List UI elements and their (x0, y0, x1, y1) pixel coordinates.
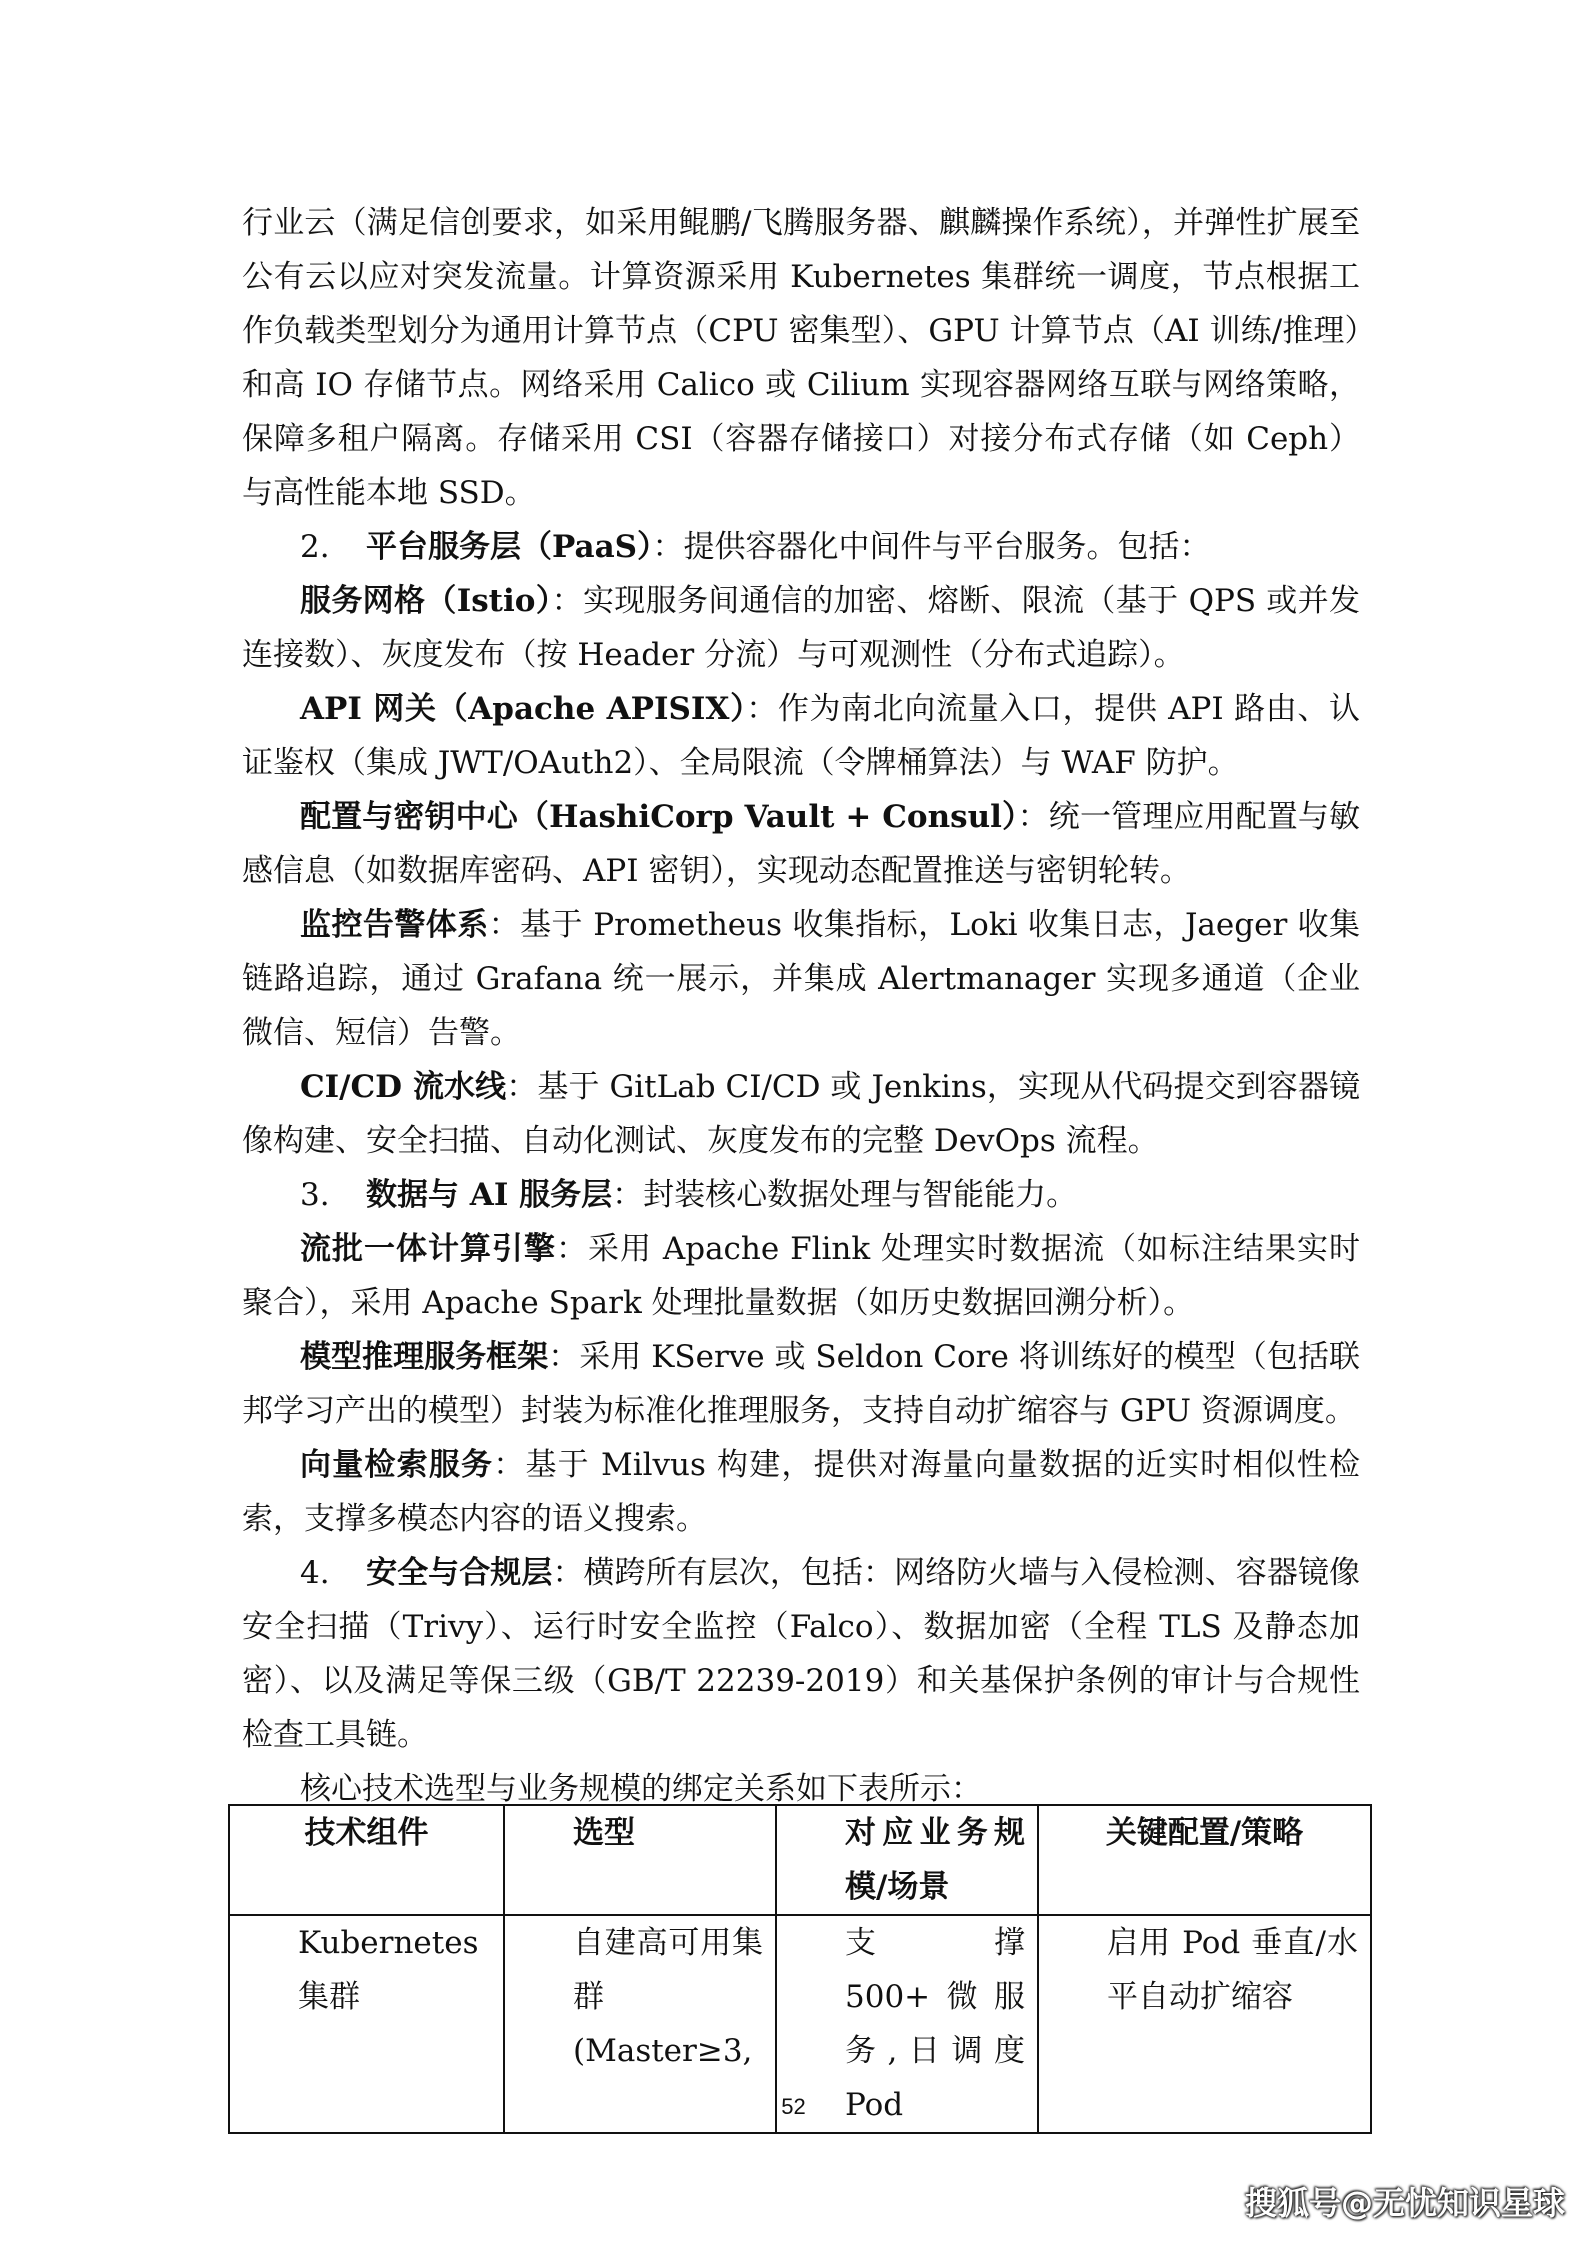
vector-search-text: ：基于 Milvus 构建，提供对海量向量数据的近实时相似性检索，支撑多模态内容的语义搜索。 (242, 1447, 1360, 1537)
paragraph-cicd (242, 1060, 1360, 1168)
service-mesh-title: 服务网格（Istio） (300, 583, 552, 619)
monitoring-title: 监控告警体系 (300, 907, 489, 943)
paragraph-monitoring (242, 898, 1360, 1060)
cicd-title: CI/CD 流水线 (300, 1069, 507, 1105)
paragraph-api-gateway (242, 682, 1360, 790)
table-cell: Kubernetes 集群 (229, 1915, 504, 2133)
stream-batch-text: ：采用 Apache Flink 处理实时数据流（如标注结果实时聚合），采用 Apache Spark 处理批量数据（如历史数据回溯分析）。 (242, 1231, 1361, 1321)
model-serving-title: 模型推理服务框架 (300, 1339, 549, 1375)
section-4-title: 安全与合规层 (366, 1555, 553, 1591)
paragraph-config-center (242, 790, 1360, 898)
paragraph-model-serving (242, 1330, 1360, 1438)
api-gateway-title: API 网关（Apache APISIX） (300, 691, 747, 727)
stream-batch-title: 流批一体计算引擎 (300, 1231, 556, 1267)
table-cell: 自建高可用集群(Master≥3, (504, 1915, 776, 2133)
paragraph-stream-batch (242, 1222, 1360, 1330)
section-3-text: ：封装核心数据处理与智能能力。 (612, 1177, 1078, 1213)
section-3-number: 3. (300, 1177, 330, 1213)
vector-search-title: 向量检索服务 (300, 1447, 494, 1483)
paragraph-vector-search (242, 1438, 1360, 1546)
table-header-cell: 选型 (504, 1805, 776, 1915)
table-header-cell: 对应业务规模/场景 (776, 1805, 1038, 1915)
section-2-number: 2. (300, 529, 330, 565)
table-header-cell: 关键配置/策略 (1038, 1805, 1371, 1915)
config-center-text: ：统一管理应用配置与敏感信息（如数据库密码、API 密钥），实现动态配置推送与密钥轮转。 (242, 799, 1361, 889)
page-number: 52 (781, 2094, 806, 2119)
body-text (242, 196, 1360, 1816)
table-intro: 核心技术选型与业务规模的绑定关系如下表所示： (300, 1771, 982, 1807)
table-header-cell: 技术组件 (229, 1805, 504, 1915)
cicd-text: ：基于 GitLab CI/CD 或 Jenkins，实现从代码提交到容器镜像构建、安全扫描、自动化测试、灰度发布的完整 DevOps 流程。 (242, 1069, 1360, 1159)
table-header-row (229, 1805, 1371, 1915)
model-serving-text: ：采用 KServe 或 Seldon Core 将训练好的模型（包括联邦学习产出的模型）封装为标准化推理服务，支持自动扩缩容与 GPU 资源调度。 (242, 1339, 1360, 1429)
watermark: 搜狐号@无忧知识星球 (1244, 2184, 1565, 2222)
section-2-title: 平台服务层（PaaS） (366, 529, 653, 565)
section-4-number: 4. (300, 1555, 330, 1591)
section-4-text: ：横跨所有层次，包括：网络防火墙与入侵检测、容器镜像安全扫描（Trivy）、运行时安全监控（Falco）、数据加密（全程 TLS 及静态加密）、以及满足等保三级（GB/T 22239-2019）和关基保护条例的审计与合规性检查工具链。 (242, 1555, 1360, 1753)
section-3-heading (242, 1168, 1360, 1222)
section-4-heading (242, 1546, 1360, 1762)
api-gateway-text: ：作为南北向流量入口，提供 API 路由、认证鉴权（集成 JWT/OAuth2）、全局限流（令牌桶算法）与 WAF 防护。 (242, 691, 1360, 781)
table-cell: 支撑 500+微服务,日调度 Pod (776, 1915, 1038, 2133)
paragraph-service-mesh (242, 574, 1360, 682)
section-3-title: 数据与 AI 服务层 (366, 1177, 613, 1213)
monitoring-text: ：基于 Prometheus 收集指标，Loki 收集日志，Jaeger 收集链路追踪，通过 Grafana 统一展示，并集成 Alertmanager 实现多通道（企业微信、短信）告警。 (242, 907, 1361, 1051)
tech-selection-table (228, 1804, 1372, 2134)
config-center-title: 配置与密钥中心（HashiCorp Vault + Consul） (300, 799, 1018, 835)
paragraph-infrastructure: 行业云（满足信创要求，如采用鲲鹏/飞腾服务器、麒麟操作系统），并弹性扩展至公有云以应对突发流量。计算资源采用 Kubernetes 集群统一调度，节点根据工作负载类型划分为通用计算节点（CPU 密集型）、GPU 计算节点（AI 训练/推理）和高 IO 存储节点。网络采用 Calico 或 Cilium 实现容器网络互联与网络策略，保障多租户隔离。存储采用 CSI（容器存储接口）对接分布式存储（如 Ceph）与高性能本地 SSD。 (242, 205, 1360, 511)
section-2-text: ：提供容器化中间件与平台服务。包括： (652, 529, 1211, 565)
table-cell: 启用 Pod 垂直/水平自动扩缩容 (1038, 1915, 1371, 2133)
service-mesh-text: ：实现服务间通信的加密、熔断、限流（基于 QPS 或并发连接数）、灰度发布（按 Header 分流）与可观测性（分布式追踪）。 (242, 583, 1360, 673)
section-2-heading (242, 520, 1360, 574)
